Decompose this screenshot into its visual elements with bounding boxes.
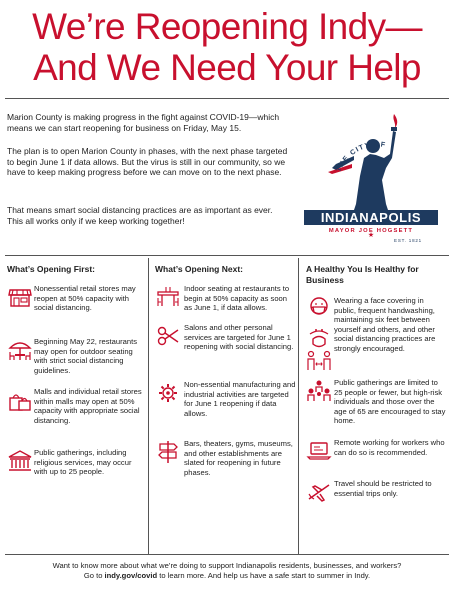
storefront-icon [7,284,33,310]
logo-est: EST. 1821 [394,238,422,243]
airplane-icon [306,479,332,505]
title-line-1: We’re Reopening Indy— [32,6,422,47]
item-text: Indoor seating at restaurants to begin at 50% capacity as soon as June 1, if data allows. [184,284,290,313]
covid-info-link[interactable]: indy.gov/covid [104,571,158,580]
column-divider-2 [298,258,299,554]
page-title [0,6,454,88]
outdoor-umbrella-icon [7,337,33,363]
item-text: Remote working for workers who can do so is recommended. [334,438,445,457]
footer-divider [5,554,449,555]
intro-paragraph-2: The plan is to open Marion County in phases, with the next phase targeted to begin June 1 if data allows. But the virus is still in our community, so we have to keep making progress before we can move on to the next phase. [7,146,288,177]
shopping-bags-icon [7,387,33,413]
section-divider [5,255,449,256]
title-divider [5,98,449,99]
laptop-icon [306,438,332,464]
footer [0,561,454,581]
logo-the-city-of: THE CITY OF [335,141,387,174]
footer-prefix: Go to [83,571,105,580]
factory-gear-icon [155,380,181,406]
footer-line-2 [0,571,454,581]
scissors-icon [155,323,181,349]
item-text: Non-essential manufacturing and industrial activities are targeted for June 1 reopening if data allows. [184,380,296,418]
city-of-indianapolis-logo [296,108,446,243]
column-title-opening-first: What’s Opening First: [7,264,95,274]
logo-mayor: MAYOR JOE HOGSETT [328,228,414,234]
social-distance-icon [306,348,332,374]
building-columns-icon [7,448,33,474]
column-divider-1 [148,258,149,554]
item-text: Public gatherings, including religious services, may occur with up to 25 people. [34,448,132,477]
title-line-2: And We Need Your Help [33,47,421,88]
item-text: Public gatherings are limited to 25 people or fewer, but high-risk individuals and those over the age of 65 are encouraged to stay home. [334,378,446,426]
item-text: Nonessential retail stores may reopen at 50% capacity with social distancing. [34,284,136,313]
restaurant-icon [155,284,181,310]
intro-paragraph-1: Marion County is making progress in the fight against COVID-19—which means we can start reopening for business on Friday, May 15. [7,112,280,133]
group-people-icon [306,378,332,404]
item-text: Bars, theaters, gyms, museums, and other establishments are slated for reopening in future phases. [184,439,293,477]
signpost-icon [155,439,181,465]
item-text: Salons and other personal services are targeted for June 1 reopening with social distancing. [184,323,294,352]
intro-paragraph-3: That means smart social distancing practices are as important as ever. This all works only if we keep working together! [7,205,273,226]
column-title-opening-next: What’s Opening Next: [155,264,243,274]
item-text: Beginning May 22, restaurants may open for outdoor seating with strict social distancing guidelines. [34,337,137,375]
footer-line-1: Want to know more about what we’re doing to support Indianapolis residents, businesses, and workers? [52,561,402,570]
item-text: Malls and individual retail stores within malls may open at 50% capacity with appropriate social distancing. [34,387,142,425]
face-mask-icon [306,296,332,322]
item-text: Wearing a face covering in public, frequent handwashing, maintaining six feet between yourself and others, and other social distancing practices are strongly encouraged. [334,296,436,353]
column-title-healthy: A Healthy You Is Healthy for Business [306,264,419,285]
item-text: Travel should be restricted to essential trips only. [334,479,432,498]
logo-city-name: INDIANAPOLIS [320,210,422,225]
footer-suffix: to learn more. And help us have a safe start to summer in Indy. [157,571,371,580]
svg-text:★: ★ [367,232,375,239]
